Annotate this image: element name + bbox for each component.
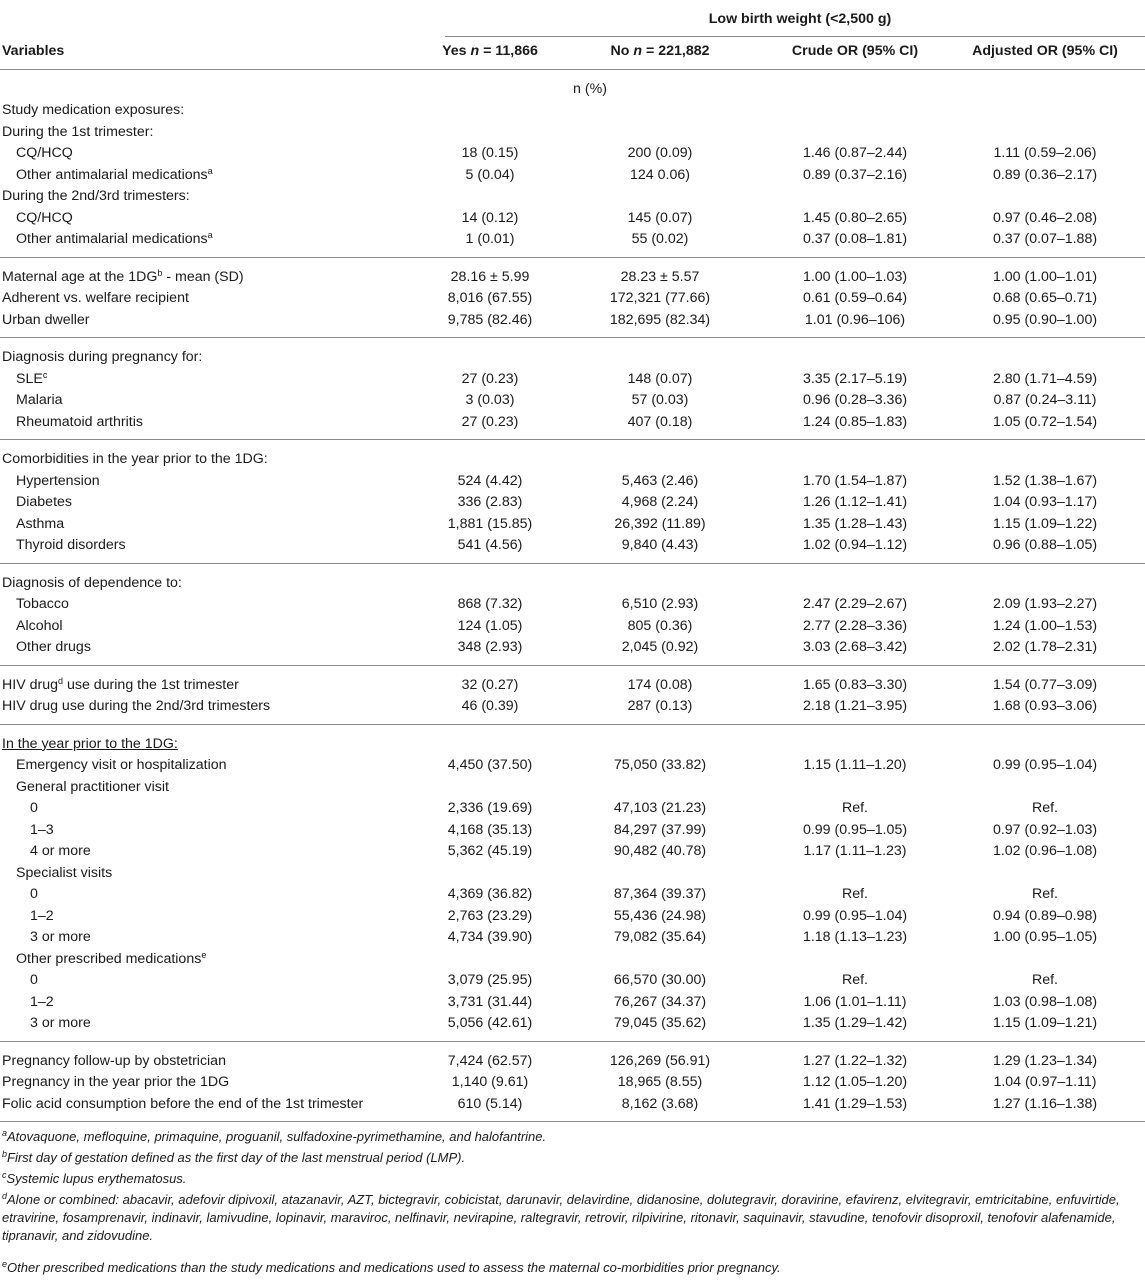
cell-no: 8,162 (3.68): [621, 1095, 699, 1112]
row-label: Other drugs: [16, 639, 91, 655]
cell-crude-or: Ref.: [841, 886, 869, 902]
row-label: Hypertension: [16, 472, 100, 489]
row-label: Urban dweller: [2, 311, 90, 328]
cell-crude-or: 0.96 (0.28–3.36): [802, 392, 908, 408]
cell-yes: 27 (0.23): [461, 370, 519, 387]
cell-crude-or: 1.26 (1.12–1.41): [802, 494, 908, 510]
cell-yes: 4,168 (35.13): [447, 821, 533, 838]
row-label: HIV drug use during the 2nd/3rd trimesters: [2, 698, 271, 714]
row-label: Comorbidities in the year prior to the 1DG:: [2, 451, 268, 467]
cell-crude-or: 2.47 (2.29–2.67): [802, 596, 908, 612]
cell-yes: 2,336 (19.69): [447, 800, 533, 816]
cell-yes: 2,763 (23.29): [447, 907, 533, 924]
cell-crude-or: 1.02 (0.94–1.12): [802, 537, 908, 553]
cell-adjusted-or: 0.94 (0.89–0.98): [992, 907, 1098, 924]
row-label: Pregnancy follow-up by obstetrician: [2, 1052, 226, 1069]
cell-no: 84,297 (37.99): [613, 821, 707, 838]
cell-no: 47,103 (21.23): [613, 800, 707, 816]
header-no: No n = 221,882: [610, 43, 710, 59]
header-span-rule: [445, 36, 1145, 37]
cell-yes: 14 (0.12): [461, 209, 519, 226]
cell-crude-or: 3.03 (2.68–3.42): [802, 639, 908, 655]
row-label: 1–3: [30, 821, 54, 838]
cell-crude-or: Ref.: [841, 800, 869, 816]
cell-no: 76,267 (34.37): [613, 993, 707, 1010]
row-label: Study medication exposures:: [2, 102, 185, 118]
row-label: Rheumatoid arthritis: [16, 413, 143, 430]
cell-adjusted-or: Ref.: [1031, 800, 1059, 816]
cell-no: 182,695 (82.34): [609, 311, 711, 328]
cell-adjusted-or: 1.04 (0.97–1.11): [993, 1074, 1097, 1090]
cell-crude-or: 0.99 (0.95–1.05): [802, 821, 908, 838]
cell-yes: 5,362 (45.19): [447, 843, 533, 859]
cell-adjusted-or: 1.52 (1.38–1.67): [992, 472, 1098, 489]
row-label: Maternal age at the $1DG^b$ - mean (SD): [2, 267, 244, 285]
cell-yes: 541 (4.56): [457, 537, 523, 553]
cell-crude-or: 1.65 (0.83–3.30): [802, 676, 908, 693]
cell-no: 407 (0.18): [627, 413, 693, 430]
row-label: Diagnosis during pregnancy for:: [2, 349, 203, 365]
cell-adjusted-or: 0.99 (0.95–1.04): [992, 757, 1098, 773]
cell-no: 287 (0.13): [627, 698, 693, 714]
cell-adjusted-or: 1.00 (0.95–1.05): [992, 929, 1098, 945]
row-label: Folic acid consumption before the end of the 1st trimester: [2, 1095, 364, 1112]
cell-adjusted-or: 1.11 (0.59–2.06): [993, 145, 1097, 161]
group-separator: [0, 1121, 1145, 1122]
cell-no: 87,364 (39.37): [613, 886, 707, 902]
row-label: Other antimalarial medications$^a$: [16, 230, 213, 247]
cell-crude-or: 1.27 (1.22–1.32): [802, 1052, 908, 1069]
row-label: Specialist visits: [16, 864, 113, 881]
cell-yes: 348 (2.93): [457, 639, 523, 655]
cell-adjusted-or: 0.95 (0.90–1.00): [992, 311, 1098, 328]
cell-adjusted-or: 1.02 (0.96–1.08): [992, 843, 1098, 859]
cell-crude-or: 0.61 (0.59–0.64): [802, 290, 908, 306]
row-label: 4 or more: [30, 843, 91, 859]
cell-adjusted-or: 1.03 (0.98–1.08): [992, 993, 1098, 1010]
row-label: 3 or more: [30, 1015, 91, 1031]
cell-no: 124 0.06): [630, 166, 690, 183]
row-label: During the 2nd/3rd trimesters:: [2, 188, 190, 204]
row-label: Alcohol: [16, 617, 63, 634]
cell-crude-or: 1.70 (1.54–1.87): [802, 472, 908, 489]
row-label: Other prescribed medications$^e$: [16, 949, 207, 967]
cell-yes: 524 (4.42): [457, 472, 523, 489]
row-label: Pregnancy in the year prior the 1DG: [2, 1074, 230, 1090]
cell-adjusted-or: 1.15 (1.09–1.22): [992, 515, 1098, 532]
cell-yes: 4,369 (36.82): [447, 886, 533, 902]
cell-no: 200 (0.09): [627, 145, 693, 161]
cell-adjusted-or: 1.54 (0.77–3.09): [992, 676, 1098, 693]
row-label: Other antimalarial medications$^a$: [16, 165, 213, 183]
cell-crude-or: 1.00 (1.00–1.03): [802, 268, 908, 285]
header-variables: Variables: [2, 43, 65, 59]
cell-adjusted-or: 2.80 (1.71–4.59): [992, 370, 1098, 387]
cell-no: 172,321 (77.66): [609, 290, 711, 306]
cell-adjusted-or: 2.09 (1.93–2.27): [992, 596, 1098, 612]
row-label: Malaria: [16, 392, 63, 408]
cell-adjusted-or: 0.96 (0.88–1.05): [992, 537, 1098, 553]
cell-crude-or: Ref.: [841, 972, 869, 988]
cell-crude-or: 0.37 (0.08–1.81): [802, 231, 908, 247]
cell-no: 2,045 (0.92): [621, 639, 699, 655]
cell-crude-or: 1.17 (1.11–1.23): [803, 843, 907, 859]
cell-crude-or: 1.15 (1.11–1.20): [803, 757, 907, 773]
header-yes: Yes n = 11,866: [442, 43, 538, 59]
row-label: Diagnosis of dependence to:: [2, 574, 182, 591]
cell-yes: 46 (0.39): [461, 698, 519, 714]
footnote: $^d$Alone or combined: abacavir, adefovir dipivoxil, atazanavir, AZT, bictegravir, cobicistat, darunavir, delavirdine, didanosine, dolutegravir, doravirine, efavirenz, elvitegravir, emtricitabine, enfuvirtide, etravirine, fosamprenavir, indinavir, lamivudine, lopinavir, maraviroc, nelfinavir, nevirapine, raltegravir, retrovir, rilpivirine, ritonavir, saquinavir, stavudine, tenofovir disoproxil, tenofovir alafenamide, tipranavir, and zidovudine.: [2, 1191, 1120, 1243]
row-label: SLE$^c$: [16, 369, 48, 387]
cell-yes: 4,450 (37.50): [447, 757, 533, 773]
cell-crude-or: 1.35 (1.28–1.43): [802, 515, 908, 532]
footnote: $^e$Other prescribed medications than the study medications and medications used to assess the maternal co-morbidities prior pregnancy.: [2, 1259, 781, 1275]
row-label: HIV drug$^d$ use during the 1st trimester: [2, 675, 239, 693]
group-separator: [0, 563, 1145, 564]
header-bottom-rule: [0, 69, 1145, 70]
cell-crude-or: 0.99 (0.95–1.04): [802, 907, 908, 924]
cell-crude-or: 1.24 (0.85–1.83): [802, 413, 908, 430]
row-label: General practitioner visit: [16, 778, 169, 795]
unit-label: n (%): [573, 81, 607, 97]
cell-adjusted-or: 0.68 (0.65–0.71): [992, 290, 1098, 306]
cell-no: 4,968 (2.24): [621, 494, 699, 510]
cell-yes: 9,785 (82.46): [447, 311, 533, 328]
footnote: $^b$First day of gestation defined as the first day of the last menstrual period (LMP).: [2, 1149, 466, 1165]
cell-yes: 3,731 (31.44): [447, 993, 533, 1010]
row-label: Thyroid disorders: [16, 537, 126, 553]
footnote: $^c$Systemic lupus erythematosus.: [2, 1170, 187, 1186]
cell-adjusted-or: 1.24 (1.00–1.53): [992, 617, 1098, 634]
header-span-label: Low birth weight (<2,500 g): [708, 11, 892, 27]
header-adjusted-or: Adjusted OR (95% CI): [972, 43, 1118, 59]
cell-crude-or: 1.46 (0.87–2.44): [802, 145, 908, 161]
cell-adjusted-or: 0.97 (0.46–2.08): [992, 209, 1098, 226]
row-label: CQ/HCQ: [16, 209, 73, 226]
cell-crude-or: 3.35 (2.17–5.19): [802, 370, 908, 387]
cell-crude-or: 1.41 (1.29–1.53): [802, 1095, 908, 1112]
cell-crude-or: 1.01 (0.96–106): [804, 311, 906, 328]
cell-no: 79,082 (35.64): [613, 929, 707, 945]
cell-yes: 336 (2.83): [457, 494, 523, 510]
cell-no: 148 (0.07): [627, 370, 693, 387]
cell-no: 66,570 (30.00): [613, 972, 707, 988]
row-label: Emergency visit or hospitalization: [16, 757, 227, 773]
cell-yes: 610 (5.14): [457, 1095, 523, 1112]
row-label: 3 or more: [30, 929, 91, 945]
cell-adjusted-or: 0.37 (0.07–1.88): [992, 231, 1098, 247]
cell-no: 126,269 (56.91): [609, 1052, 711, 1069]
cell-adjusted-or: 1.27 (1.16–1.38): [992, 1095, 1098, 1112]
row-label: 1–2: [30, 907, 54, 924]
cell-yes: 868 (7.32): [457, 596, 523, 612]
cell-no: 805 (0.36): [627, 617, 693, 634]
row-label: 0: [30, 800, 38, 816]
cell-no: 57 (0.03): [631, 392, 689, 408]
cell-crude-or: 1.35 (1.29–1.42): [802, 1015, 908, 1031]
cell-no: 75,050 (33.82): [613, 757, 707, 773]
cell-no: 79,045 (35.62): [613, 1015, 707, 1031]
cell-yes: 124 (1.05): [457, 617, 523, 634]
row-label: 1–2: [30, 993, 54, 1010]
cell-yes: 3,079 (25.95): [447, 972, 533, 988]
header-crude-or: Crude OR (95% CI): [791, 43, 919, 59]
row-label: Tobacco: [16, 596, 69, 612]
cell-yes: 3 (0.03): [465, 392, 515, 408]
cell-adjusted-or: 1.29 (1.23–1.34): [992, 1052, 1098, 1069]
cell-no: 26,392 (11.89): [614, 515, 706, 532]
cell-no: 18,965 (8.55): [617, 1074, 703, 1090]
cell-yes: 1 (0.01): [465, 231, 515, 247]
cell-adjusted-or: 1.00 (1.00–1.01): [992, 268, 1098, 285]
cell-yes: 1,881 (15.85): [447, 515, 533, 532]
cell-adjusted-or: 2.02 (1.78–2.31): [992, 639, 1098, 655]
cell-yes: 28.16 ± 5.99: [450, 268, 530, 285]
group-separator: [0, 1041, 1145, 1042]
cell-yes: 7,424 (62.57): [447, 1052, 533, 1069]
cell-adjusted-or: 1.04 (0.93–1.17): [992, 494, 1098, 510]
cell-no: 9,840 (4.43): [621, 537, 699, 553]
cell-no: 28.23 ± 5.57: [620, 268, 700, 285]
cell-crude-or: 1.12 (1.05–1.20): [802, 1074, 908, 1090]
footnote: $^a$Atovaquone, mefloquine, primaquine, proguanil, sulfadoxine-pyrimethamine, and halofantrine.: [2, 1128, 547, 1144]
cell-crude-or: 2.77 (2.28–3.36): [802, 617, 908, 634]
cell-adjusted-or: 1.15 (1.09–1.21): [992, 1015, 1098, 1031]
cell-yes: 1,140 (9.61): [451, 1074, 529, 1090]
group-separator: [0, 257, 1145, 258]
cell-no: 174 (0.08): [627, 676, 693, 693]
cell-yes: 27 (0.23): [461, 413, 519, 430]
cell-crude-or: 2.18 (1.21–3.95): [802, 698, 908, 714]
row-label: CQ/HCQ: [16, 145, 73, 161]
cell-adjusted-or: 1.05 (0.72–1.54): [992, 413, 1098, 430]
cell-adjusted-or: 0.97 (0.92–1.03): [992, 821, 1098, 838]
cell-yes: 5 (0.04): [465, 166, 515, 183]
row-label: Adherent vs. welfare recipient: [2, 290, 189, 306]
cell-crude-or: 0.89 (0.37–2.16): [802, 166, 908, 183]
row-label: Asthma: [16, 515, 65, 532]
group-separator: [0, 665, 1145, 666]
cell-yes: 18 (0.15): [461, 145, 519, 161]
cell-adjusted-or: 0.89 (0.36–2.17): [992, 166, 1098, 183]
cell-yes: 8,016 (67.55): [447, 290, 533, 306]
cell-crude-or: 1.45 (0.80–2.65): [802, 209, 908, 226]
group-separator: [0, 724, 1145, 725]
row-label: In the year prior to the 1DG:: [2, 735, 178, 752]
cell-no: 55 (0.02): [631, 231, 689, 247]
row-label: 0: [30, 972, 38, 988]
group-separator: [0, 439, 1145, 440]
cell-yes: 32 (0.27): [461, 676, 519, 693]
cell-adjusted-or: 0.87 (0.24–3.11): [993, 392, 1097, 408]
row-label: During the 1st trimester:: [2, 123, 154, 140]
cell-no: 145 (0.07): [627, 209, 693, 226]
cell-adjusted-or: Ref.: [1031, 972, 1059, 988]
row-label: 0: [30, 886, 38, 902]
row-label: Diabetes: [16, 494, 72, 510]
group-separator: [0, 337, 1145, 338]
cell-yes: 5,056 (42.61): [447, 1015, 533, 1031]
cell-no: 55,436 (24.98): [613, 907, 707, 924]
cell-no: 90,482 (40.78): [613, 843, 707, 859]
cell-yes: 4,734 (39.90): [447, 929, 533, 945]
cell-crude-or: 1.06 (1.01–1.11): [803, 993, 907, 1010]
cell-no: 6,510 (2.93): [621, 596, 699, 612]
cell-crude-or: 1.18 (1.13–1.23): [802, 929, 908, 945]
cell-no: 5,463 (2.46): [621, 472, 699, 489]
cell-adjusted-or: Ref.: [1031, 886, 1059, 902]
cell-adjusted-or: 1.68 (0.93–3.06): [992, 698, 1098, 714]
